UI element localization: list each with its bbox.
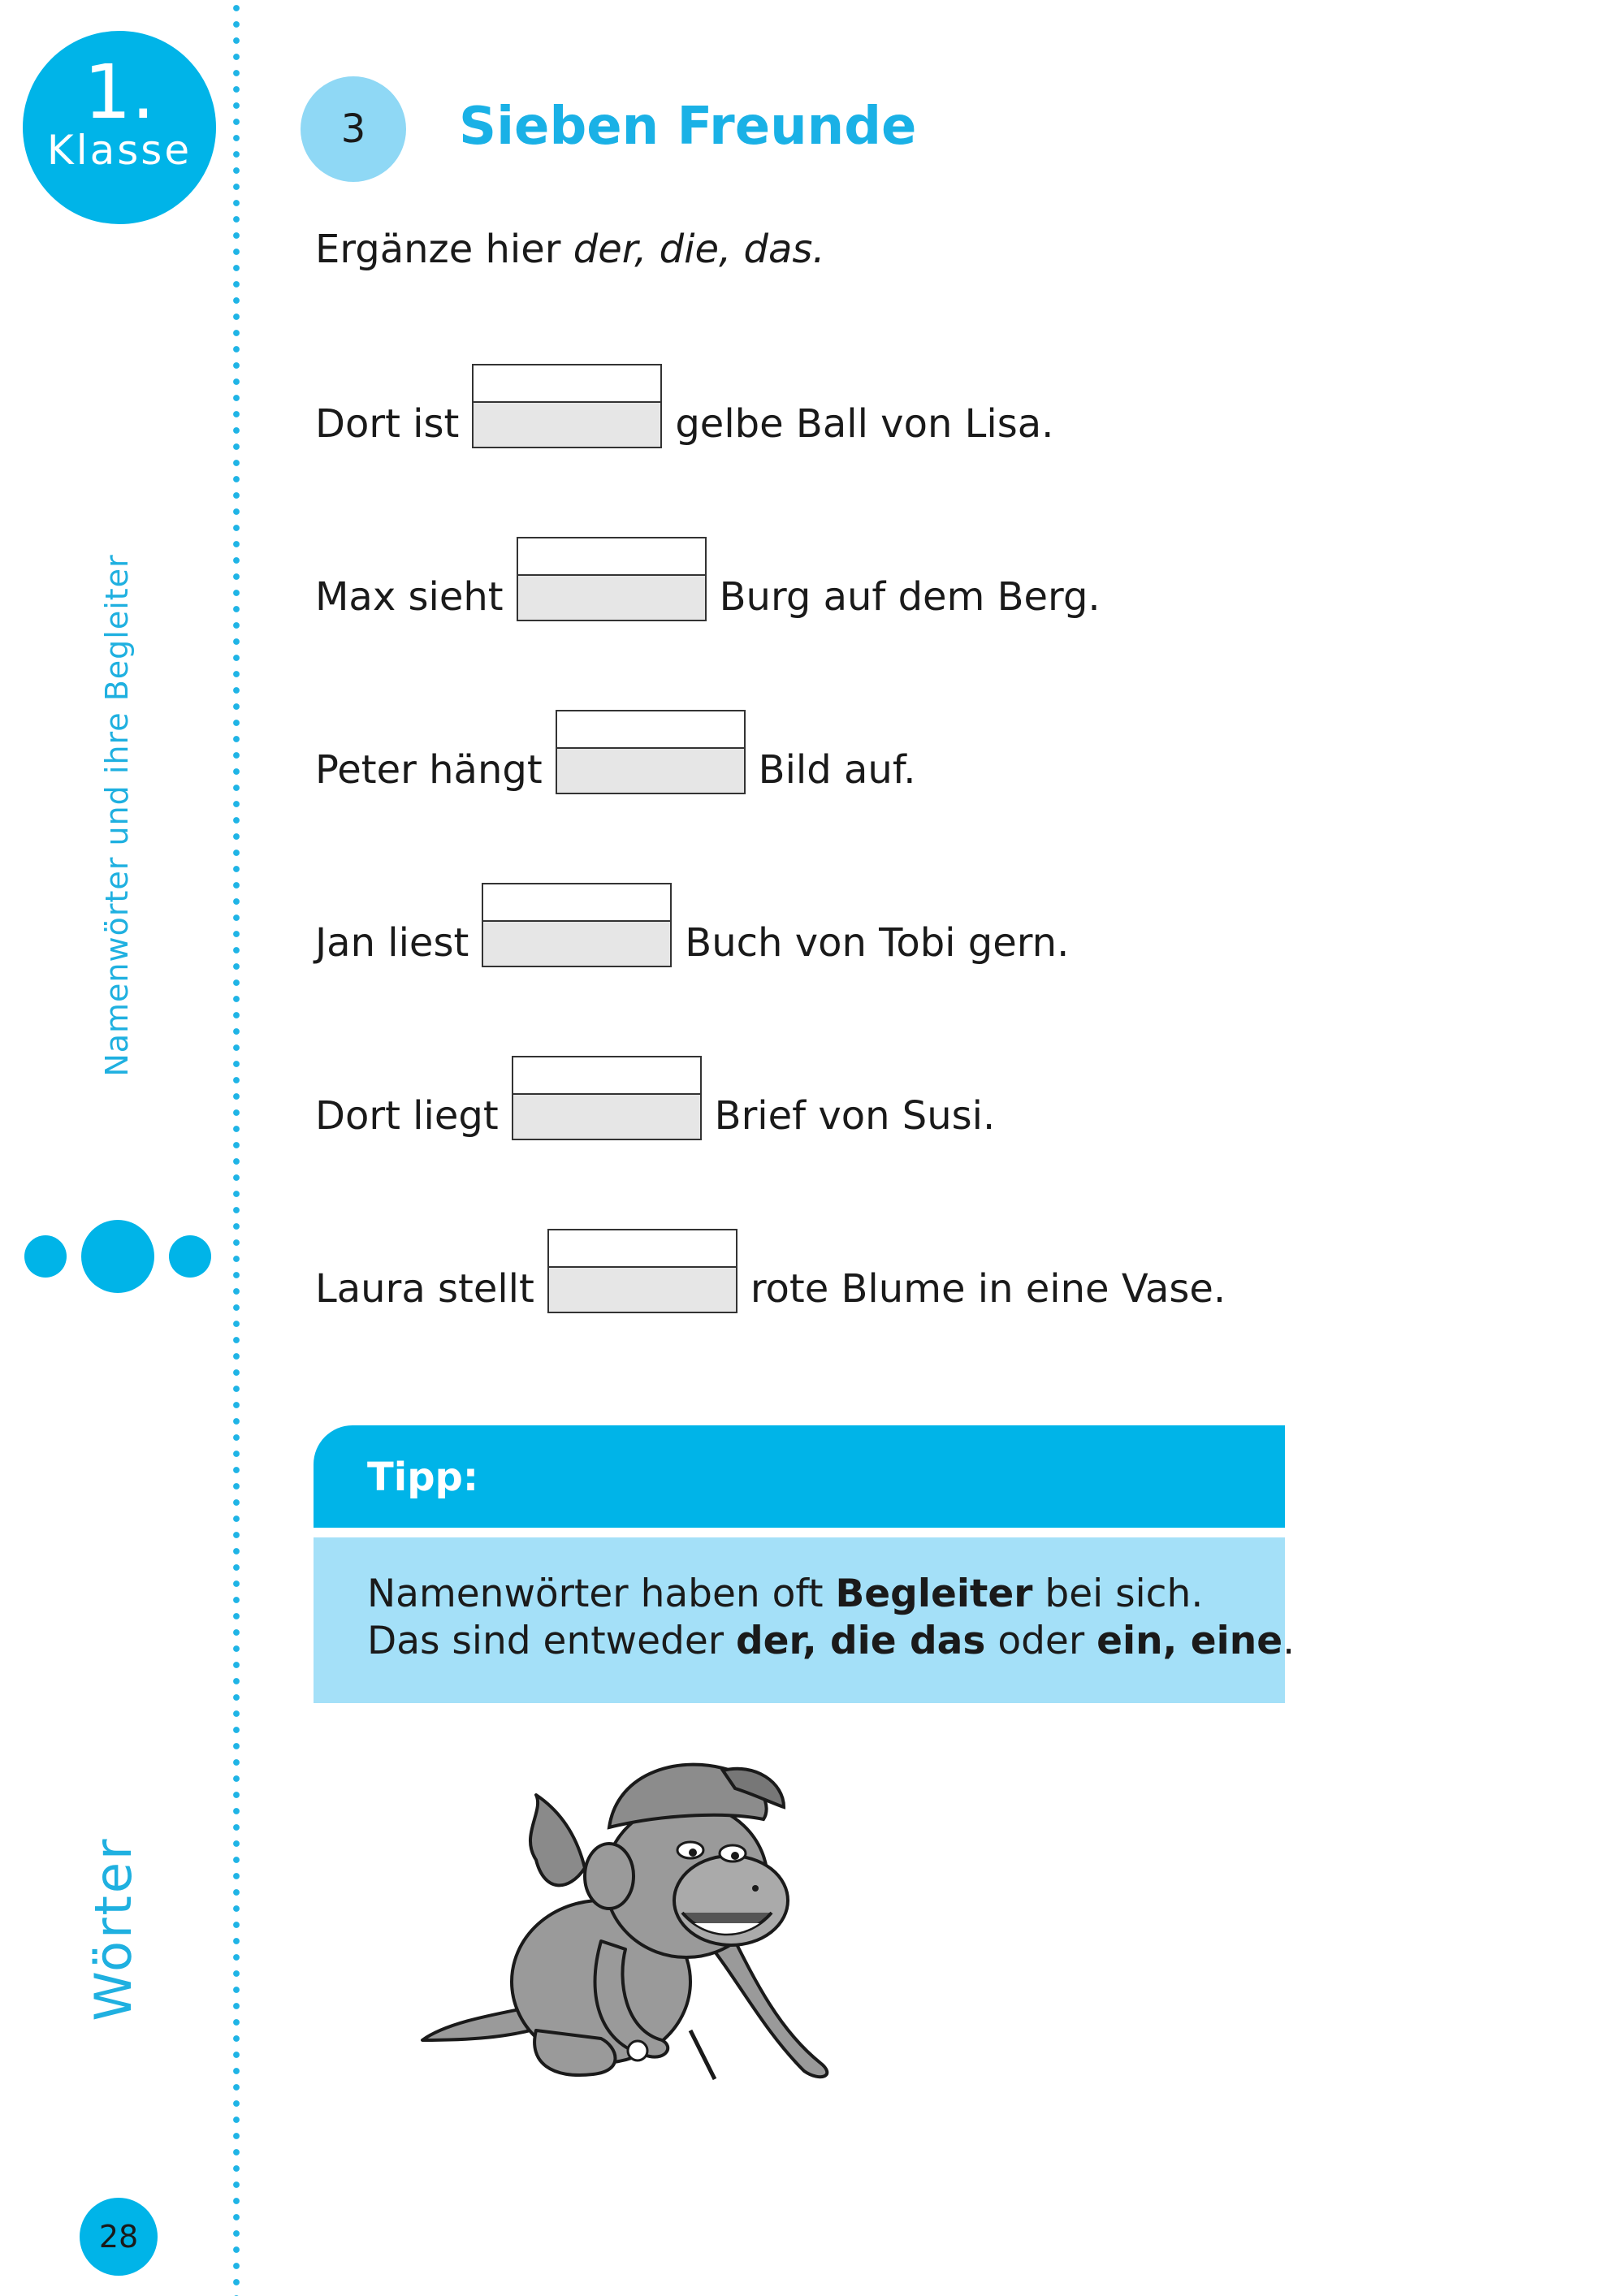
instruction-articles: der, die, das. [573,227,825,272]
sentence-start: Max sieht [315,574,504,620]
grade-number: 1. [84,49,155,136]
tip-line-1 [367,1572,1204,1616]
dragon-mascot-illustration [414,1738,869,2120]
sentence-row [315,1216,1226,1313]
answer-box[interactable] [547,1229,737,1313]
sentence-row [315,1043,995,1140]
tip-text: Das sind entweder [367,1619,737,1663]
answer-box[interactable] [512,1056,702,1140]
sentence-start: Dort liegt [315,1093,499,1139]
tip-text: oder [985,1619,1097,1663]
sentence-end: Bild auf. [758,747,916,793]
chapter-label: Namenwörter und ihre Begleiter [99,554,135,1077]
sentence-row [315,870,1069,967]
sentence-row [315,524,1101,621]
tip-body [314,1537,1295,1703]
tip-keyword: Begleiter [835,1572,1033,1616]
progress-dot [24,1235,67,1278]
sentence-end: Buch von Tobi gern. [685,920,1070,966]
sentence-end: gelbe Ball von Lisa. [675,401,1054,447]
exercise-title: Sieben Freunde [459,97,917,157]
tip-header [314,1425,1285,1528]
tip-title: Tipp: [367,1455,479,1500]
tip-keyword: der, die das [736,1619,986,1663]
progress-dot [169,1235,211,1278]
tip-text: Namenwörter haben oft [367,1572,836,1616]
sentence-end: rote Blume in eine Vase. [750,1266,1226,1312]
dotted-divider [232,0,240,2296]
instruction [315,224,825,275]
tip-keyword: ein, eine [1096,1619,1283,1663]
grade-badge [23,31,216,224]
instruction-text: Ergänze hier [315,227,573,272]
page-number: 28 [80,2198,158,2276]
grade-label: Klasse [46,127,192,174]
sentence-start: Laura stellt [315,1266,534,1312]
tip-text: . [1282,1619,1295,1663]
sentence-start: Jan liest [315,920,469,966]
sentence-end: Burg auf dem Berg. [719,574,1101,620]
sentence-end: Brief von Susi. [714,1093,996,1139]
sentence-start: Dort ist [315,401,460,447]
sentence-row [315,351,1053,448]
sentence-row [315,697,915,794]
answer-box[interactable] [482,883,672,967]
answer-box[interactable] [472,364,662,448]
section-label: Wörter [84,1836,143,2021]
exercise-number: 3 [301,76,406,182]
sentence-start: Peter hängt [315,747,543,793]
answer-box[interactable] [517,537,707,621]
tip-text: bei sich. [1032,1572,1204,1616]
tip-line-2 [367,1619,1295,1663]
answer-box[interactable] [556,710,746,794]
progress-dot-current [81,1220,154,1293]
